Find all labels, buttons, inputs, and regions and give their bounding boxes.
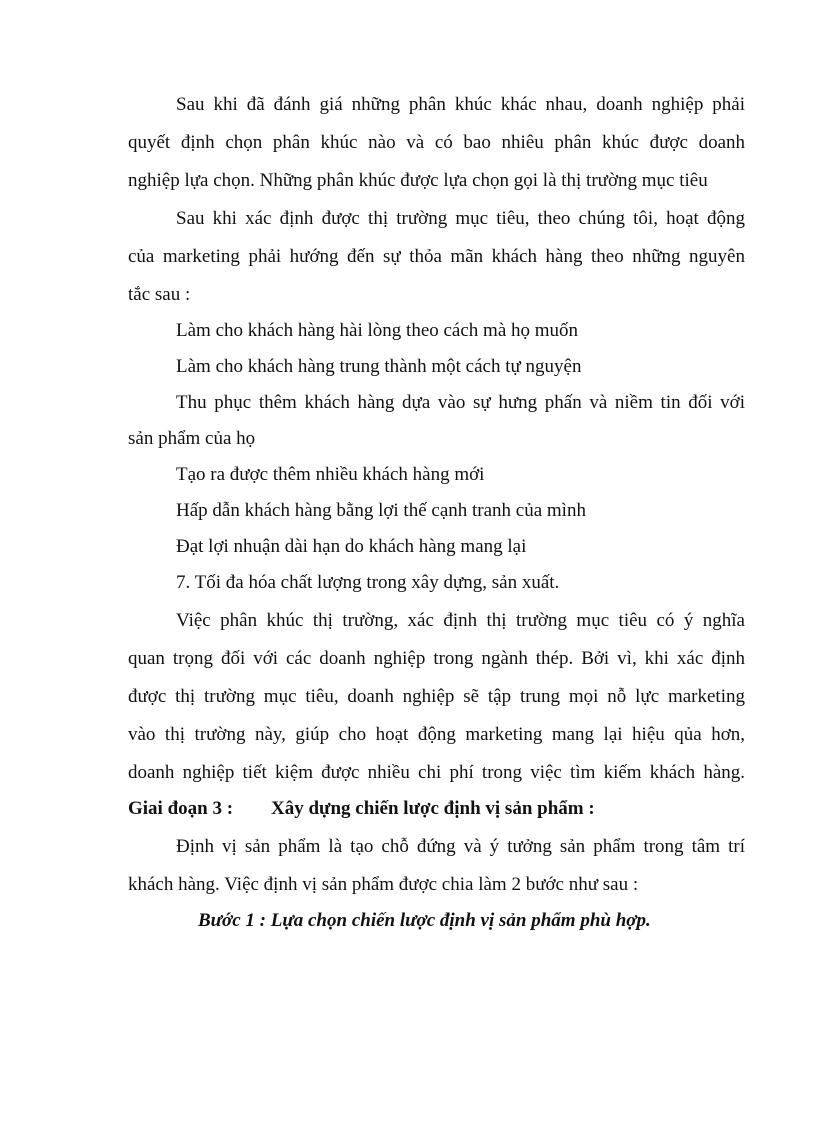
principle-6: Đạt lợi nhuận dài hạn do khách hàng mang lại	[176, 536, 527, 557]
para4-line-1: Định vị sản phẩm là tạo chỗ đứng và ý tưởng sản phẩm trong tâm trí	[176, 836, 745, 857]
principle-4: Tạo ra được thêm nhiều khách hàng mới	[176, 464, 485, 485]
section-heading-title: Xây dựng chiến lược định vị sản phẩm :	[271, 798, 595, 819]
principle-2: Làm cho khách hàng trung thành một cách tự nguyện	[176, 356, 582, 377]
para3-line-1: Việc phân khúc thị trường, xác định thị trường mục tiêu có ý nghĩa	[176, 610, 745, 631]
para4-line-2: khách hàng. Việc định vị sản phẩm được chia làm 2 bước như sau :	[128, 874, 639, 895]
step-1-heading: Bước 1 : Lựa chọn chiến lược định vị sản phẩm phù hợp.	[198, 910, 651, 931]
principle-5: Hấp dẫn khách hàng bằng lợi thế cạnh tranh của mình	[176, 500, 586, 521]
para3-line-2: quan trọng đối với các doanh nghiệp trong ngành thép. Bởi vì, khi xác định	[128, 648, 745, 669]
principle-7: 7. Tối đa hóa chất lượng trong xây dựng, sản xuất.	[176, 572, 560, 593]
section-heading-label: Giai đoạn 3 :	[128, 798, 234, 819]
principle-3-continued: sản phẩm của họ	[128, 428, 256, 449]
para1-line-2: quyết định chọn phân khúc nào và có bao nhiêu phân khúc được doanh	[128, 132, 745, 153]
para3-line-4: vào thị trường này, giúp cho hoạt động marketing mang lại hiệu qủa hơn,	[128, 724, 745, 745]
para2-line-3: tắc sau :	[128, 284, 191, 305]
principle-3: Thu phục thêm khách hàng dựa vào sự hưng phấn và niềm tin đối với	[176, 392, 745, 413]
para1-line-3: nghiệp lựa chọn. Những phân khúc được lựa chọn gọi là thị trường mục tiêu	[128, 170, 708, 191]
principle-1: Làm cho khách hàng hài lòng theo cách mà họ muốn	[176, 320, 579, 341]
para1-line-1: Sau khi đã đánh giá những phân khúc khác nhau, doanh nghiệp phải	[176, 94, 745, 115]
para2-line-2: của marketing phải hướng đến sự thỏa mãn khách hàng theo những nguyên	[128, 246, 745, 267]
para2-line-1: Sau khi xác định được thị trường mục tiêu, theo chúng tôi, hoạt động	[176, 208, 745, 229]
para3-line-5: doanh nghiệp tiết kiệm được nhiều chi phí trong việc tìm kiếm khách hàng.	[128, 762, 745, 783]
para3-line-3: được thị trường mục tiêu, doanh nghiệp sẽ tập trung mọi nỗ lực marketing	[128, 686, 745, 707]
